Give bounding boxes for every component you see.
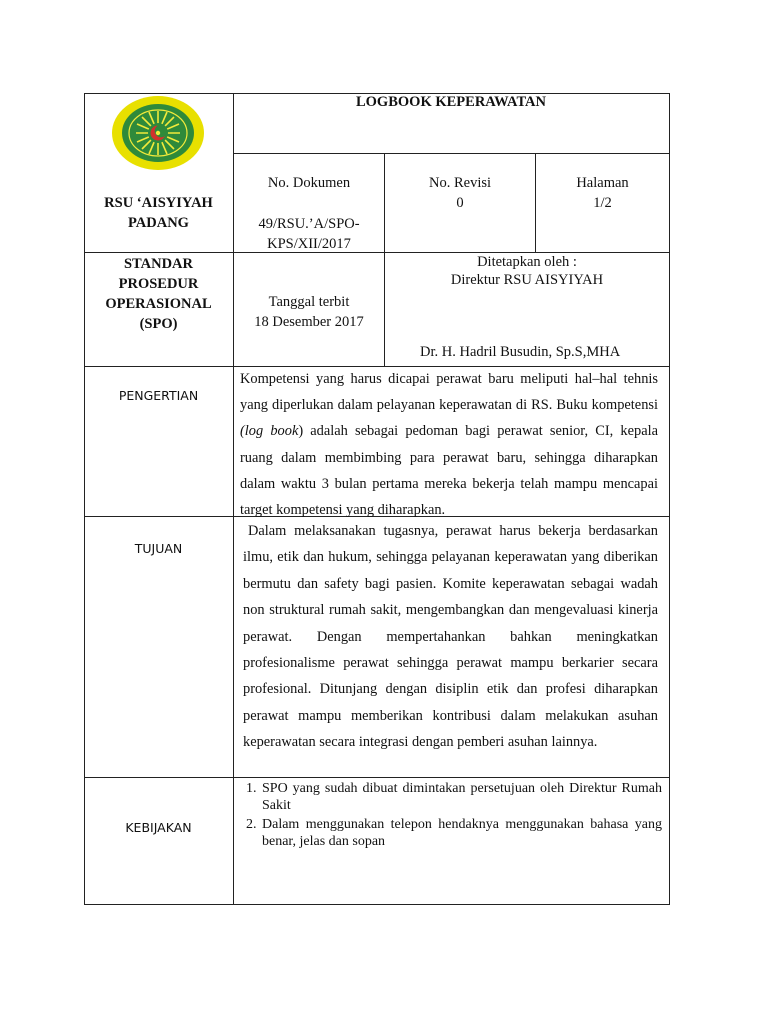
tanggal-terbit-value: 18 Desember 2017 [254, 314, 364, 330]
spo-line2: PROSEDUR [118, 276, 199, 292]
pengertian-text [240, 366, 658, 523]
no-dokumen-label: No. Dokumen [267, 175, 351, 191]
kebijakan-list [238, 780, 662, 850]
halaman-value: 1/2 [593, 195, 612, 211]
spo-label [84, 254, 233, 334]
kebijakan-label: KEBIJAKAN [125, 820, 192, 835]
ditetapkan-label: Ditetapkan oleh : [477, 254, 577, 270]
tanggal-terbit-label: Tanggal terbit [268, 294, 350, 310]
tujuan-text [243, 518, 658, 756]
table-border-right [669, 93, 670, 905]
spo-line4: (SPO) [139, 316, 178, 332]
hospital-name [84, 193, 233, 233]
no-dokumen-cell [234, 173, 384, 254]
kebijakan-item-2: 2. Dalam menggunakan telepon hendaknya menggunakan bahasa yang benar, jelas dan sopan [260, 816, 662, 850]
table-line-header-mid [233, 153, 670, 154]
no-revisi-cell [385, 173, 535, 213]
kebijakan-list-cell [238, 780, 662, 852]
ditetapkan-cell [385, 253, 669, 289]
pengertian-text-part2: ) adalah sebagai pedoman bagi perawat senior, CI, kepala ruang dalam membimbing para perawat baru, sehingga diharapkan dalam waktu 3 bulan pertama mereka bekerja telah mampu mencapai target kompetensi yang diharapkan. [240, 423, 658, 519]
halaman-label: Halaman [576, 175, 629, 191]
tujuan-label: TUJUAN [134, 541, 183, 556]
spo-line3: OPERASIONAL [105, 296, 212, 312]
pengertian-text-part1: Kompetensi yang harus dicapai perawat baru meliputi hal–hal tehnis yang diperlukan dalam pelayanan keperawatan di RS. Buku kompetensi [240, 371, 658, 414]
no-dokumen-line2: KPS/XII/2017 [267, 236, 351, 252]
table-line-row5 [84, 777, 670, 778]
hospital-name-line1: RSU ‘AISYIYAH [104, 195, 213, 211]
hospital-name-line2: PADANG [128, 215, 189, 231]
tujuan-text-content: Dalam melaksanakan tugasnya, perawat harus bekerja berdasarkan ilmu, etik dan hukum, sehingga pelayanan keperawatan yang diberikan bermutu dan safety bagi pasien. Komite keperawatan sebagai wadah non struktural rumah sakit, mengembangkan dan mengevaluasi kinerja perawat. Dengan mempertahankan bahkan meningkatkan profesionalisme perawat sehingga perawat mampu berkarier secara profesional. Ditunjang dengan disiplin etik dan profesi diharapkan perawat mampu memberikan kontribusi dalam melakukan asuhan keperawatan secara integrasi dengan pemberi asuhan lainnya. [243, 523, 658, 751]
hospital-logo [111, 93, 205, 173]
halaman-cell [536, 173, 669, 213]
signatory-name: Dr. H. Hadril Busudin, Sp.S,MHA [420, 344, 621, 360]
no-revisi-value: 0 [456, 195, 464, 211]
pengertian-text-italic: (log book [240, 423, 299, 440]
table-border-bottom [84, 904, 670, 905]
tanggal-terbit-cell [234, 292, 384, 332]
no-revisi-label: No. Revisi [428, 175, 492, 191]
no-dokumen-line1: 49/RSU.’A/SPO- [258, 216, 360, 232]
spo-line1: STANDAR [123, 256, 194, 272]
ditetapkan-by: Direktur RSU AISYIYAH [450, 272, 604, 288]
pengertian-label: PENGERTIAN [118, 388, 199, 403]
document-title: LOGBOOK KEPERAWATAN [355, 94, 546, 110]
kebijakan-item-1: 1. SPO yang sudah dibuat dimintakan persetujuan oleh Direktur Rumah Sakit [260, 780, 662, 814]
